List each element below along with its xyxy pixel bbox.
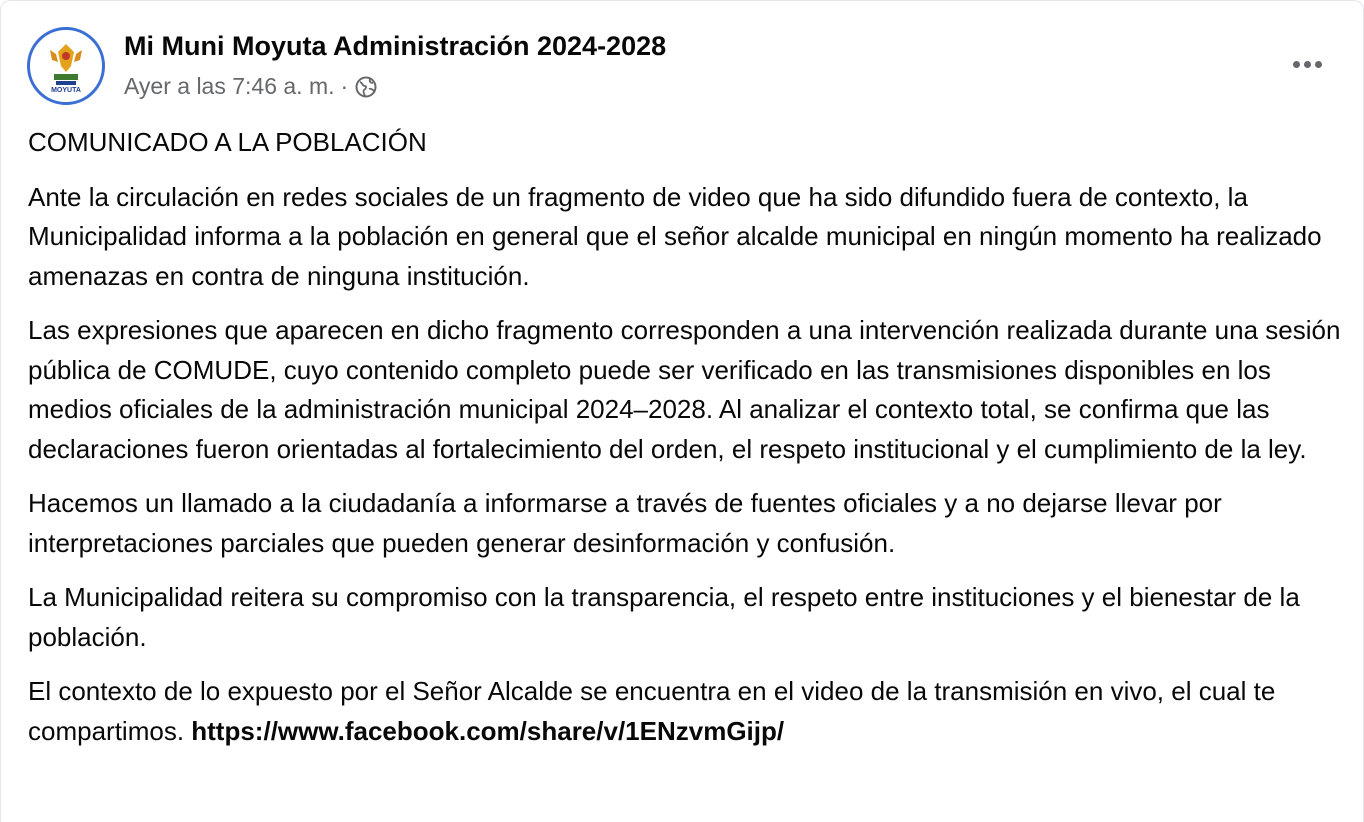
post-paragraph: Ante la circulación en redes sociales de un fragmento de video que ha sido difundido fuera de contexto, la Municipalidad informa a la población en general que el señor alcalde municipal en ningún momento ha realizado amenazas en contra de ninguna institución. — [28, 181, 1322, 291]
post-title: COMUNICADO A LA POBLACIÓN — [28, 127, 427, 157]
page-name-link[interactable]: Mi Muni Moyuta Administración 2024-2028 — [124, 31, 667, 61]
svg-text:MOYUTA: MOYUTA — [51, 87, 81, 94]
post-meta — [124, 73, 378, 100]
post-timestamp[interactable]: Ayer a las 7:46 a. m. — [124, 73, 335, 99]
post-paragraph: Las expresiones que aparecen en dicho fragmento corresponden a una intervención realizada durante una sesión pública de COMUDE, cuyo contenido completo puede ser verificado en las transmisiones disponibles en los medios oficiales de la administración municipal 2024–2028. Al analizar el contexto total, se confirma que las declaraciones fueron orientadas al fortalecimiento del orden, el respeto institucional y el cumplimiento de la ley. — [28, 315, 1341, 464]
globe-icon[interactable] — [354, 75, 378, 99]
more-dot — [1304, 61, 1311, 68]
post-paragraph: Hacemos un llamado a la ciudadanía a informarse a través de fuentes oficiales y a no dejarse llevar por interpretaciones parciales que pueden generar desinformación y confusión. — [28, 488, 1222, 558]
video-share-link[interactable]: https://www.facebook.com/share/v/1ENzvmGijp/ — [191, 715, 785, 746]
post-paragraph-last — [28, 672, 1343, 751]
more-options-icon[interactable] — [1283, 47, 1331, 81]
avatar[interactable] — [27, 27, 105, 105]
post-paragraph-text: El contexto de lo expuesto por el Señor Alcalde se encuentra en el video de la transmisión en vivo, el cual te compartimos. — [28, 676, 1276, 746]
more-dot — [1315, 61, 1322, 68]
post-header — [25, 25, 1339, 109]
post-paragraph: La Municipalidad reitera su compromiso con la transparencia, el respeto entre instituciones y el bienestar de la población. — [28, 582, 1300, 652]
post-body — [28, 123, 1343, 766]
meta-separator: · — [340, 73, 349, 99]
more-dot — [1293, 61, 1300, 68]
municipal-seal-icon — [36, 36, 96, 96]
